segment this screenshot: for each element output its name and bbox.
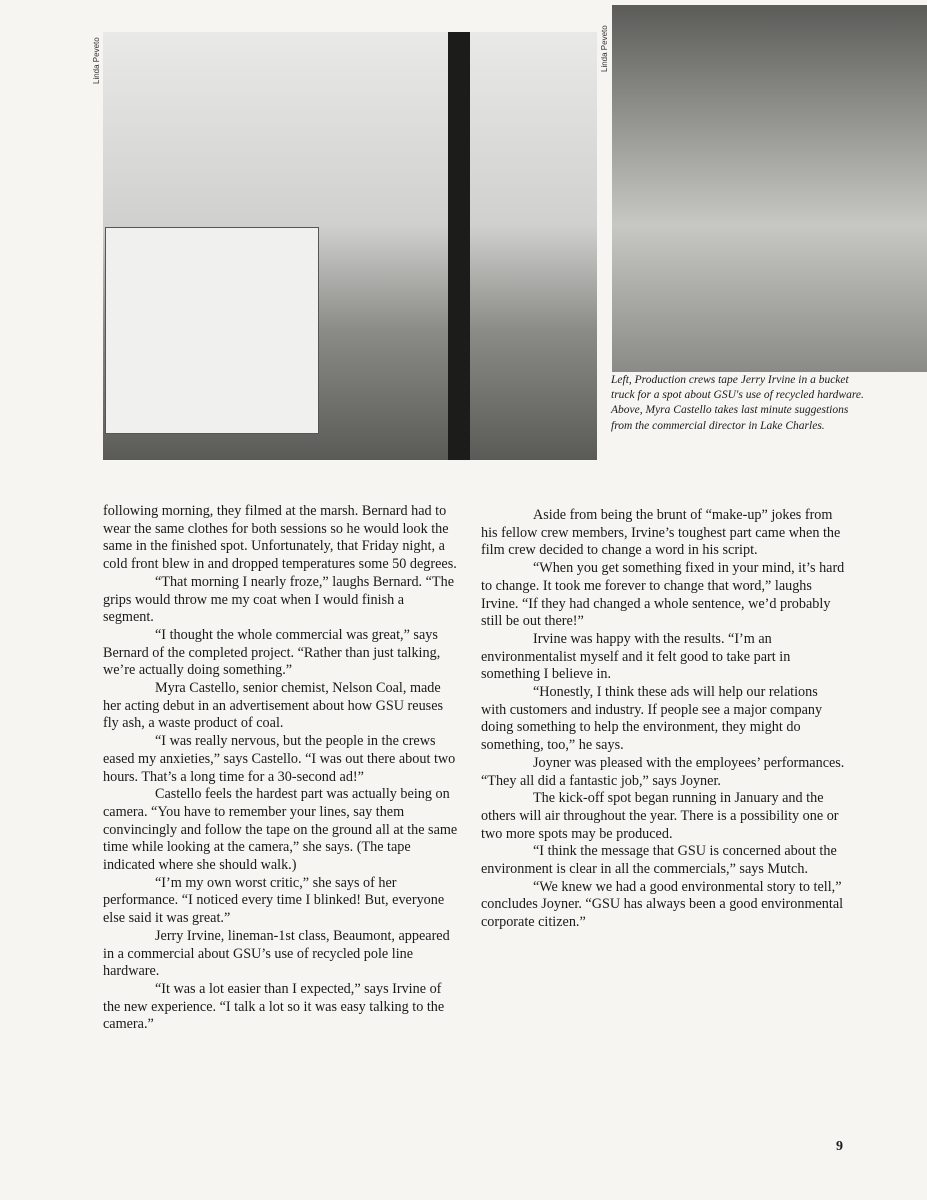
paragraph: The kick-off spot began running in January and the others will air throughout the year. There is a possibility one or two more spots may be produced. — [481, 790, 839, 842]
paragraph: “I thought the whole commercial was great,” says Bernard of the completed project. “Rather than just talking, we’re actually doing something.” — [103, 626, 441, 679]
photo-caption: Left, Production crews tape Jerry Irvine in a bucket truck for a spot about GSU's use of recycled hardware. Above, Myra Castello takes last minute suggestions from the commercial director in Lake Charles. — [611, 374, 864, 432]
paragraph: “It was a lot easier than I expected,” says Irvine of the new experience. “I talk a lot so it was easy talking to the camera.” — [103, 980, 445, 1033]
paragraph: “That morning I nearly froze,” laughs Bernard. “The grips would throw me my coat when I would finish a segment. — [103, 573, 454, 626]
paragraph: “When you get something fixed in your mind, it’s hard to change. It took me forever to change that word,” laughs Irvine. “If they had changed a whole sentence, we’d probably still be out there!” — [481, 560, 845, 630]
page-number: 9 — [836, 1139, 843, 1154]
paragraph: “I’m my own worst critic,” she says of her performance. “I noticed every time I blinked! But, everyone else said it was great.” — [103, 874, 445, 927]
paragraph: Joyner was pleased with the employees’ performances. “They all did a fantastic job,” says Joyner. — [481, 754, 845, 789]
paragraph: Jerry Irvine, lineman-1st class, Beaumont, appeared in a commercial about GSU’s use of recycled pole line hardware. — [103, 927, 450, 980]
paragraph: “Honestly, I think these ads will help our relations with customers and industry. If people see a major company doing something to help the environment, they might do something, too,” he says. — [481, 684, 823, 754]
paragraph: Myra Castello, senior chemist, Nelson Coal, made her acting debut in an advertisement about how GSU reuses fly ash, a waste product of coal. — [103, 680, 444, 732]
paragraph: “I was really nervous, but the people in the crews eased my anxieties,” says Castello. “I was out there about two hours. That’s a long time for a 30-second ad!” — [103, 733, 456, 785]
article-column-left — [103, 503, 458, 1034]
article-column-right — [481, 507, 846, 932]
paragraph: Castello feels the hardest part was actually being on camera. “You have to remember your lines, say them convincingly and follow the tape on the ground all at the same time while looking at the camera,” she says. (The tape indicated where she should walk.) — [103, 786, 458, 874]
photo-myra-castello — [612, 5, 927, 372]
paragraph: Irvine was happy with the results. “I’m an environmentalist myself and it felt good to take part in something I believe in. — [481, 630, 791, 683]
paragraph: “We knew we had a good environmental story to tell,” concludes Joyner. “GSU has always been a good environmental corporate citizen.” — [481, 878, 844, 931]
paragraph: following morning, they filmed at the marsh. Bernard had to wear the same clothes for both sessions so he would look the same in the finished spot. Unfortunately, that Friday night, a cold front blew in and dropped temperatures some 50 degrees. — [103, 503, 457, 573]
photo-bucket-truck-crew — [103, 32, 597, 460]
photo-pole-shape — [448, 32, 470, 460]
paragraph: “I think the message that GSU is concerned about the environment is clear in all the commercials,” says Mutch. — [481, 843, 837, 878]
photo-credit-right: Linda Peveto — [600, 25, 609, 72]
paragraph: Aside from being the brunt of “make-up” jokes from his fellow crew members, Irvine’s toughest part came when the film crew decided to change a word in his script. — [481, 507, 841, 559]
photo-credit-left: Linda Peveto — [92, 37, 101, 84]
photo-truck-shape — [105, 227, 319, 434]
